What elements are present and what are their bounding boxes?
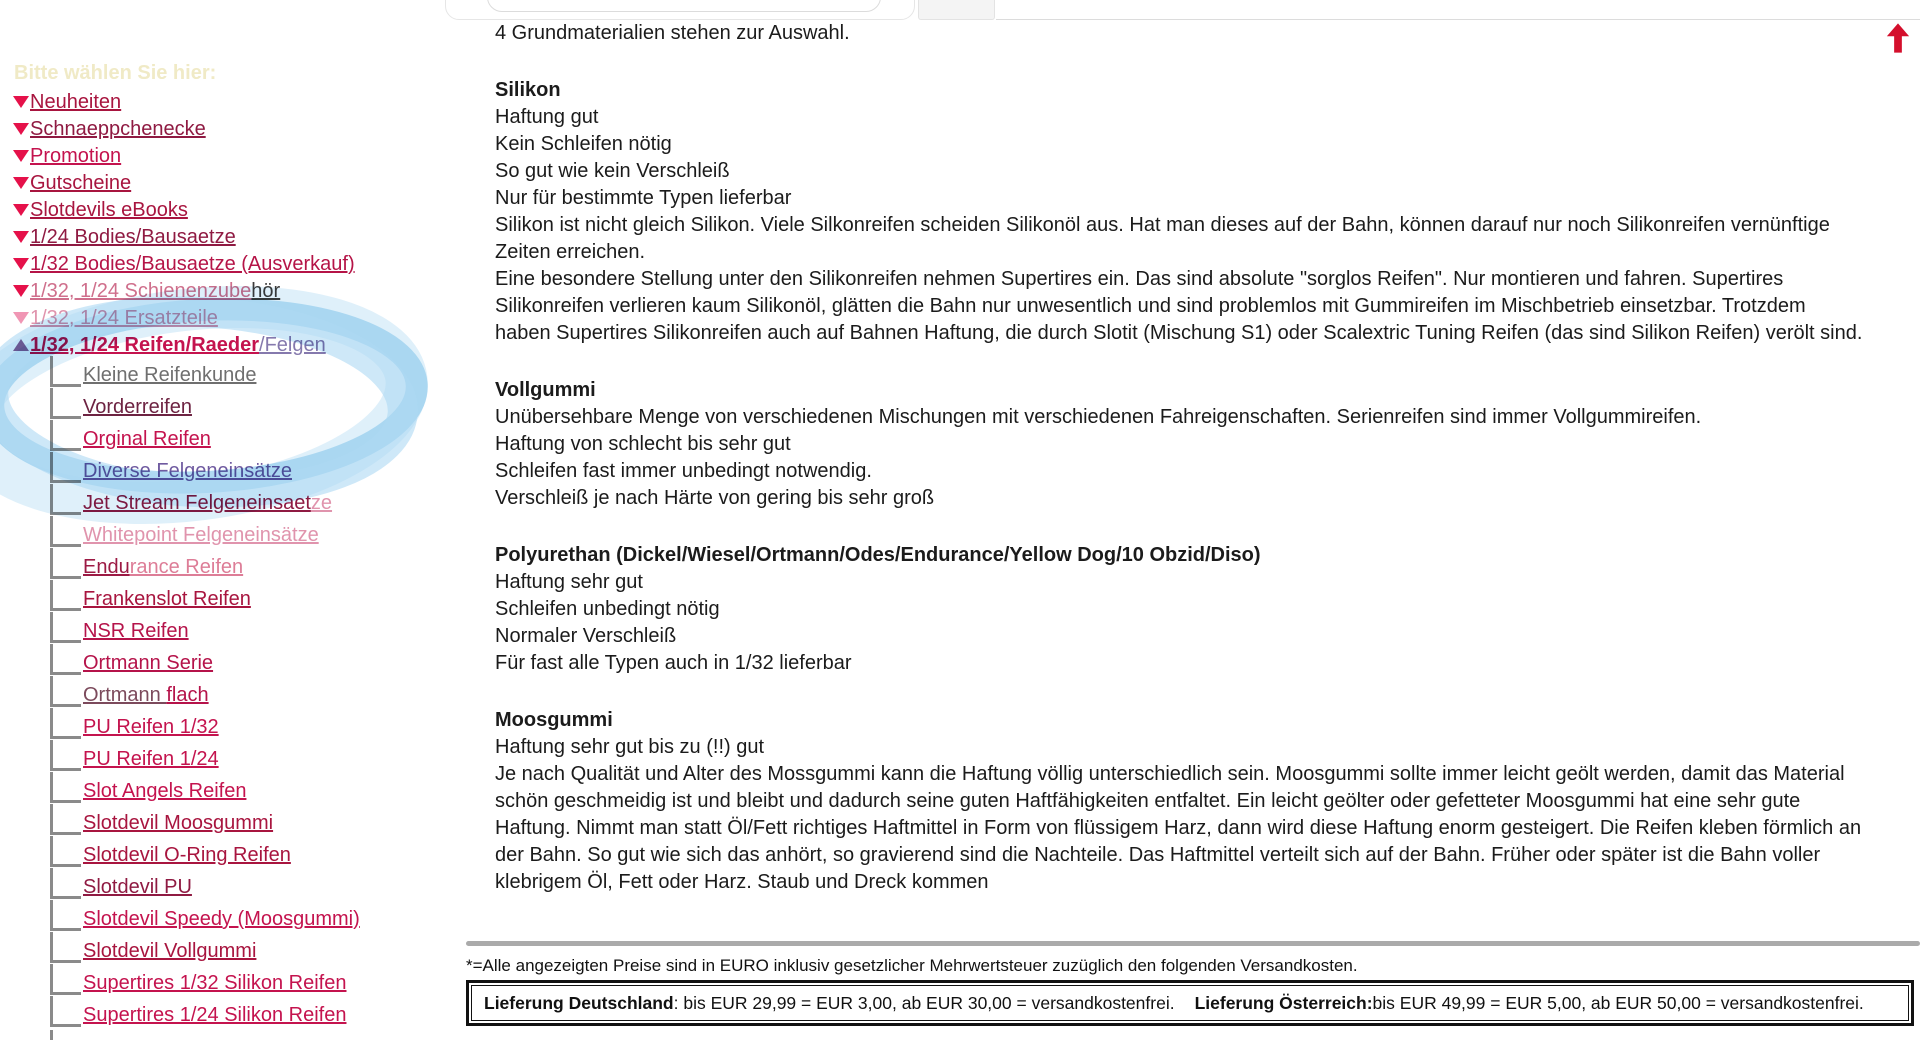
expand-triangle-icon[interactable] — [13, 231, 29, 243]
sidebar-subitem-diverse-felgeneinsaetze — [0, 454, 470, 486]
sidebar-item-1-32-bodies-bausaetze — [0, 250, 470, 277]
sidebar-subitem-slotdevil-moosgummi — [0, 806, 470, 838]
menu-link-text: Vorderreifen — [83, 396, 192, 418]
sidebar-subitem-vorderreifen — [0, 390, 470, 422]
tree-connector-icon — [50, 580, 81, 611]
menu-link-text: 1/32, 1/24 Ersatzteile — [30, 307, 218, 329]
article-content — [495, 20, 1863, 932]
content-section — [495, 377, 1863, 512]
menu-link-text: Promotion — [30, 145, 122, 167]
menu-link-text: PU Reifen 1/24 — [83, 748, 219, 770]
menu-link-text: NSR Reifen — [83, 620, 189, 642]
menu-link-text: Supertires 1/24 Silikon Reifen — [83, 1004, 347, 1026]
sidebar-item-neuheiten — [0, 88, 470, 115]
expand-triangle-icon[interactable] — [13, 285, 29, 297]
category-link[interactable] — [30, 118, 206, 141]
shipping-region-label: Lieferung Österreich: — [1194, 992, 1373, 1013]
sidebar-subitem-slotdevil-vollgummi — [0, 934, 470, 966]
subcategory-link[interactable] — [83, 716, 219, 739]
sidebar-item-gutscheine — [0, 169, 470, 196]
shipping-rate-text: : bis EUR 29,99 = EUR 3,00, ab EUR 30,00 = versandkostenfrei. — [673, 992, 1175, 1013]
tree-connector-icon — [50, 516, 81, 547]
sidebar-subitem-slotdevil-speedy — [0, 902, 470, 934]
tree-connector-icon — [50, 484, 81, 515]
menu-link-text: Slotdevil O-Ring Reifen — [83, 844, 291, 866]
menu-link-text: Supertires 1/32 Silikon Reifen — [83, 972, 347, 994]
menu-link-text: Endu — [83, 556, 130, 578]
menu-link-text: rance Reifen — [129, 556, 244, 578]
sidebar-subitem-pu-reifen-1-24 — [0, 742, 470, 774]
category-link[interactable] — [30, 91, 121, 114]
sidebar-item-reifen-raeder-felgen — [0, 331, 470, 358]
content-line: Schleifen fast immer unbedingt notwendig. — [495, 460, 872, 482]
tree-connector-icon — [50, 612, 81, 643]
tree-connector-icon — [50, 740, 81, 771]
sidebar-subitem-kleine-reifenkunde — [0, 358, 470, 390]
category-link[interactable] — [30, 307, 218, 330]
sidebar-item-schienenzubehoer — [0, 277, 470, 304]
menu-link-text: Whitepoint Felgeneinsätze — [83, 524, 319, 546]
menu-link-text: Gutscheine — [30, 172, 132, 194]
category-link[interactable] — [30, 145, 121, 168]
menu-link-text: Kleine Reifenkunde — [83, 364, 257, 386]
subcategory-link[interactable] — [83, 620, 189, 643]
expand-triangle-icon[interactable] — [13, 177, 29, 189]
sidebar-subitem-frankenslot-reifen — [0, 582, 470, 614]
expand-triangle-icon[interactable] — [13, 312, 29, 324]
content-line: Haftung gut — [495, 106, 599, 128]
section-heading: Vollgummi — [495, 379, 596, 401]
shipping-info-box — [466, 980, 1914, 1026]
menu-link-text: Orginal Reifen — [83, 428, 211, 450]
subcategory-link[interactable] — [83, 492, 332, 515]
sidebar-subitem-endurance-reifen — [0, 550, 470, 582]
menu-link-text: flach — [166, 684, 209, 706]
subcategory-link[interactable] — [83, 1004, 346, 1027]
section-heading: Polyurethan (Dickel/Wiesel/Ortmann/Odes/Endurance/Yellow Dog/10 Obzid/Diso) — [495, 544, 1261, 566]
sidebar-item-promotion — [0, 142, 470, 169]
sidebar-navigation — [0, 0, 470, 1040]
subcategory-link[interactable] — [83, 748, 219, 771]
subcategory-link[interactable] — [83, 428, 211, 451]
category-link[interactable] — [30, 334, 326, 357]
tree-connector-icon — [50, 452, 81, 483]
category-link[interactable] — [30, 226, 236, 249]
tree-connector-icon — [50, 932, 81, 963]
tree-connector-icon — [50, 868, 81, 899]
content-line: Haftung von schlecht bis sehr gut — [495, 433, 791, 455]
sidebar-subitem-ortmann-serie — [0, 646, 470, 678]
sidebar-subitem-jet-stream-felgeneinsaetze — [0, 486, 470, 518]
menu-link-text: Slotdevil Vollgummi — [83, 940, 257, 962]
scroll-to-top-icon[interactable] — [1886, 22, 1910, 54]
category-menu — [0, 88, 470, 1030]
sidebar-item-slotdevils-ebooks — [0, 196, 470, 223]
content-line: Haftung sehr gut bis zu (!!) gut — [495, 736, 765, 758]
menu-link-text: 1/32, 1/24 Schienenzube — [30, 280, 252, 302]
sidebar-subitem-slotdevil-pu — [0, 870, 470, 902]
shipping-info-text — [471, 985, 1909, 1021]
content-scrollbar[interactable] — [466, 941, 1920, 946]
tree-connector-icon — [50, 772, 81, 803]
menu-link-text: Jet Stream Felgeneinsaet — [83, 492, 311, 514]
menu-link-text: Slotdevil Moosgummi — [83, 812, 274, 834]
tree-connector-icon — [50, 804, 81, 835]
subcategory-link[interactable] — [83, 844, 291, 867]
tree-connector-icon — [50, 420, 81, 451]
shipping-rate-text: bis EUR 49,99 = EUR 5,00, ab EUR 50,00 = versandkostenfrei. — [1372, 992, 1864, 1013]
sidebar-item-schnaeppchenecke — [0, 115, 470, 142]
sidebar-subitem-orginal-reifen — [0, 422, 470, 454]
tree-connector-icon — [50, 644, 81, 675]
menu-link-text: Slotdevil Speedy (Moosgummi) — [83, 908, 360, 930]
menu-link-text: /Felgen — [259, 334, 326, 356]
menu-link-text: Frankenslot Reifen — [83, 588, 251, 610]
sidebar-subitem-nsr-reifen — [0, 614, 470, 646]
tree-connector-stub — [50, 1030, 53, 1040]
tree-connector-icon — [50, 836, 81, 867]
content-line: Verschleiß je nach Härte von gering bis sehr groß — [495, 487, 935, 509]
content-section — [495, 707, 1863, 896]
menu-link-text: Slot Angels Reifen — [83, 780, 247, 802]
toolbar-divider — [996, 19, 1920, 20]
subcategory-link[interactable] — [83, 524, 319, 547]
sidebar-subitem-slot-angels-reifen — [0, 774, 470, 806]
subcategory-link[interactable] — [83, 588, 251, 611]
content-line: Für fast alle Typen auch in 1/32 lieferbar — [495, 652, 852, 674]
tree-connector-icon — [50, 548, 81, 579]
subcategory-link[interactable] — [83, 908, 360, 931]
menu-link-text: 1/32, 1/24 Reifen/Raeder — [30, 334, 260, 356]
shipping-region-label: Lieferung Deutschland — [484, 992, 674, 1013]
subcategory-link[interactable] — [83, 940, 256, 963]
section-heading: Silikon — [495, 79, 561, 101]
content-line: Silikon ist nicht gleich Silikon. Viele Silkonreifen scheiden Silikonöl aus. Hat man dieses auf der Bahn, können darauf nur noch Silikonreifen vernünftige Zeiten erreichen. — [495, 214, 1830, 263]
sidebar-subitem-slotdevil-o-ring-reifen — [0, 838, 470, 870]
tree-connector-icon — [50, 964, 81, 995]
sidebar-subitem-whitepoint-felgeneinsaetze — [0, 518, 470, 550]
menu-link-text: Slotdevils eBooks — [30, 199, 188, 221]
content-section — [495, 77, 1863, 347]
content-line: Unübersehbare Menge von verschiedenen Mischungen mit verschiedenen Fahreigenschaften. Serienreifen sind immer Vollgummireifen. — [495, 406, 1702, 428]
content-line: Je nach Qualität und Alter des Mossgummi kann die Haftung völlig unterschiedlich sein. Moosgummi sollte immer leicht geölt werden, damit das Material schön geschmeidig ist und bleibt und dadurch seine guten Haftfähigkeiten entfaltet. Ein leicht geölter oder gefetteter Moosgummi hat eine sehr gute Haftung. Nimmt man statt Öl/Fett richtiges Haftmittel in Form von flüssigem Harz, dann wird diese Haftung enorm gesteigert. Die Reifen kleben förmlich an der Bahn. So gut wie sich das anhört, so gravierend sind die Nachteile. Das Haftmittel verteilt sich auf der Bahn. Früher oder später ist die Bahn voller klebrigem Öl, Fett oder Harz. Staub und Dreck kommen — [495, 763, 1862, 893]
category-link[interactable] — [30, 253, 355, 276]
menu-link-text: Slotdevil PU — [83, 876, 192, 898]
menu-link-text: Ortmann Serie — [83, 652, 214, 674]
menu-link-text: Schnaeppchenecke — [30, 118, 206, 140]
subcategory-link[interactable] — [83, 780, 246, 803]
sidebar-subitem-supertires-1-32-silikon-reifen — [0, 966, 470, 998]
tree-connector-icon — [50, 708, 81, 739]
section-heading: Moosgummi — [495, 709, 613, 731]
sidebar-item-ersatzteile — [0, 304, 470, 331]
content-line: So gut wie kein Verschleiß — [495, 160, 730, 182]
price-footnote: *=Alle angezeigten Preise sind in EURO inklusiv gesetzlicher Mehrwertsteuer zuzüglich den folgenden Versandkosten. — [466, 956, 1358, 975]
content-line: Kein Schleifen nötig — [495, 133, 672, 155]
tree-connector-icon — [50, 900, 81, 931]
subcategory-link[interactable] — [83, 684, 209, 707]
collapse-triangle-icon[interactable] — [13, 339, 29, 351]
menu-link-text: Ortmann — [83, 684, 167, 706]
expand-triangle-icon[interactable] — [13, 150, 29, 162]
expand-triangle-icon[interactable] — [13, 96, 29, 108]
content-line: Haftung sehr gut — [495, 571, 643, 593]
sidebar-prompt-label: Bitte wählen Sie hier: — [14, 62, 217, 84]
sidebar-subitem-supertires-1-24-silikon-reifen — [0, 998, 470, 1030]
tree-connector-icon — [50, 356, 81, 387]
sidebar-item-1-24-bodies-bausaetze — [0, 223, 470, 250]
menu-link-text: 1/32 Bodies/Bausaetze (Ausverkauf) — [30, 253, 355, 275]
search-button[interactable] — [918, 0, 995, 20]
subcategory-link[interactable] — [83, 396, 192, 419]
menu-link-text: Neuheiten — [30, 91, 122, 113]
menu-link-text: ze — [310, 492, 333, 514]
menu-link-text: PU Reifen 1/32 — [83, 716, 219, 738]
subcategory-link[interactable] — [83, 652, 213, 675]
subcategory-link[interactable] — [83, 556, 243, 579]
intro-line: 4 Grundmaterialien stehen zur Auswahl. — [495, 22, 850, 44]
subcategory-link[interactable] — [83, 460, 292, 483]
sidebar-subitem-ortmann-flach — [0, 678, 470, 710]
content-line: Normaler Verschleiß — [495, 625, 677, 647]
top-toolbar — [0, 0, 1920, 20]
subcategory-link[interactable] — [83, 972, 346, 995]
tree-connector-icon — [50, 676, 81, 707]
content-line: Nur für bestimmte Typen lieferbar — [495, 187, 792, 209]
expand-triangle-icon[interactable] — [13, 204, 29, 216]
subcategory-link[interactable] — [83, 364, 256, 387]
sidebar-subitem-pu-reifen-1-32 — [0, 710, 470, 742]
menu-link-text: hör — [251, 280, 281, 302]
category-link[interactable] — [30, 199, 188, 222]
subcategory-link[interactable] — [83, 812, 273, 835]
content-line: Eine besondere Stellung unter den Silikonreifen nehmen Supertires ein. Das sind absolute "sorglos Reifen". Nur montieren und fahren. Supertires Silikonreifen verlieren kaum Silikonöl, glätten die Bahn nur unwesentlich und sind problemlos mit Gummireifen im Mischbetrieb einsetzbar. Trotzdem haben Supertires Silikonreifen auch auf Bahnen Haftung, die durch Slotit (Mischung S1) oder Scalextric Tuning Reifen (das sind Silikon Reifen) verölt sind. — [495, 268, 1863, 344]
menu-link-text: 1/24 Bodies/Bausaetze — [30, 226, 236, 248]
category-link[interactable] — [30, 172, 131, 195]
tree-connector-icon — [50, 996, 81, 1027]
expand-triangle-icon[interactable] — [13, 123, 29, 135]
subcategory-link[interactable] — [83, 876, 192, 899]
expand-triangle-icon[interactable] — [13, 258, 29, 270]
category-link[interactable] — [30, 280, 280, 303]
content-line: Schleifen unbedingt nötig — [495, 598, 720, 620]
content-section — [495, 542, 1863, 677]
search-input[interactable] — [487, 0, 881, 12]
tree-connector-icon — [50, 388, 81, 419]
menu-link-text: Diverse Felgeneinsätze — [83, 460, 292, 482]
